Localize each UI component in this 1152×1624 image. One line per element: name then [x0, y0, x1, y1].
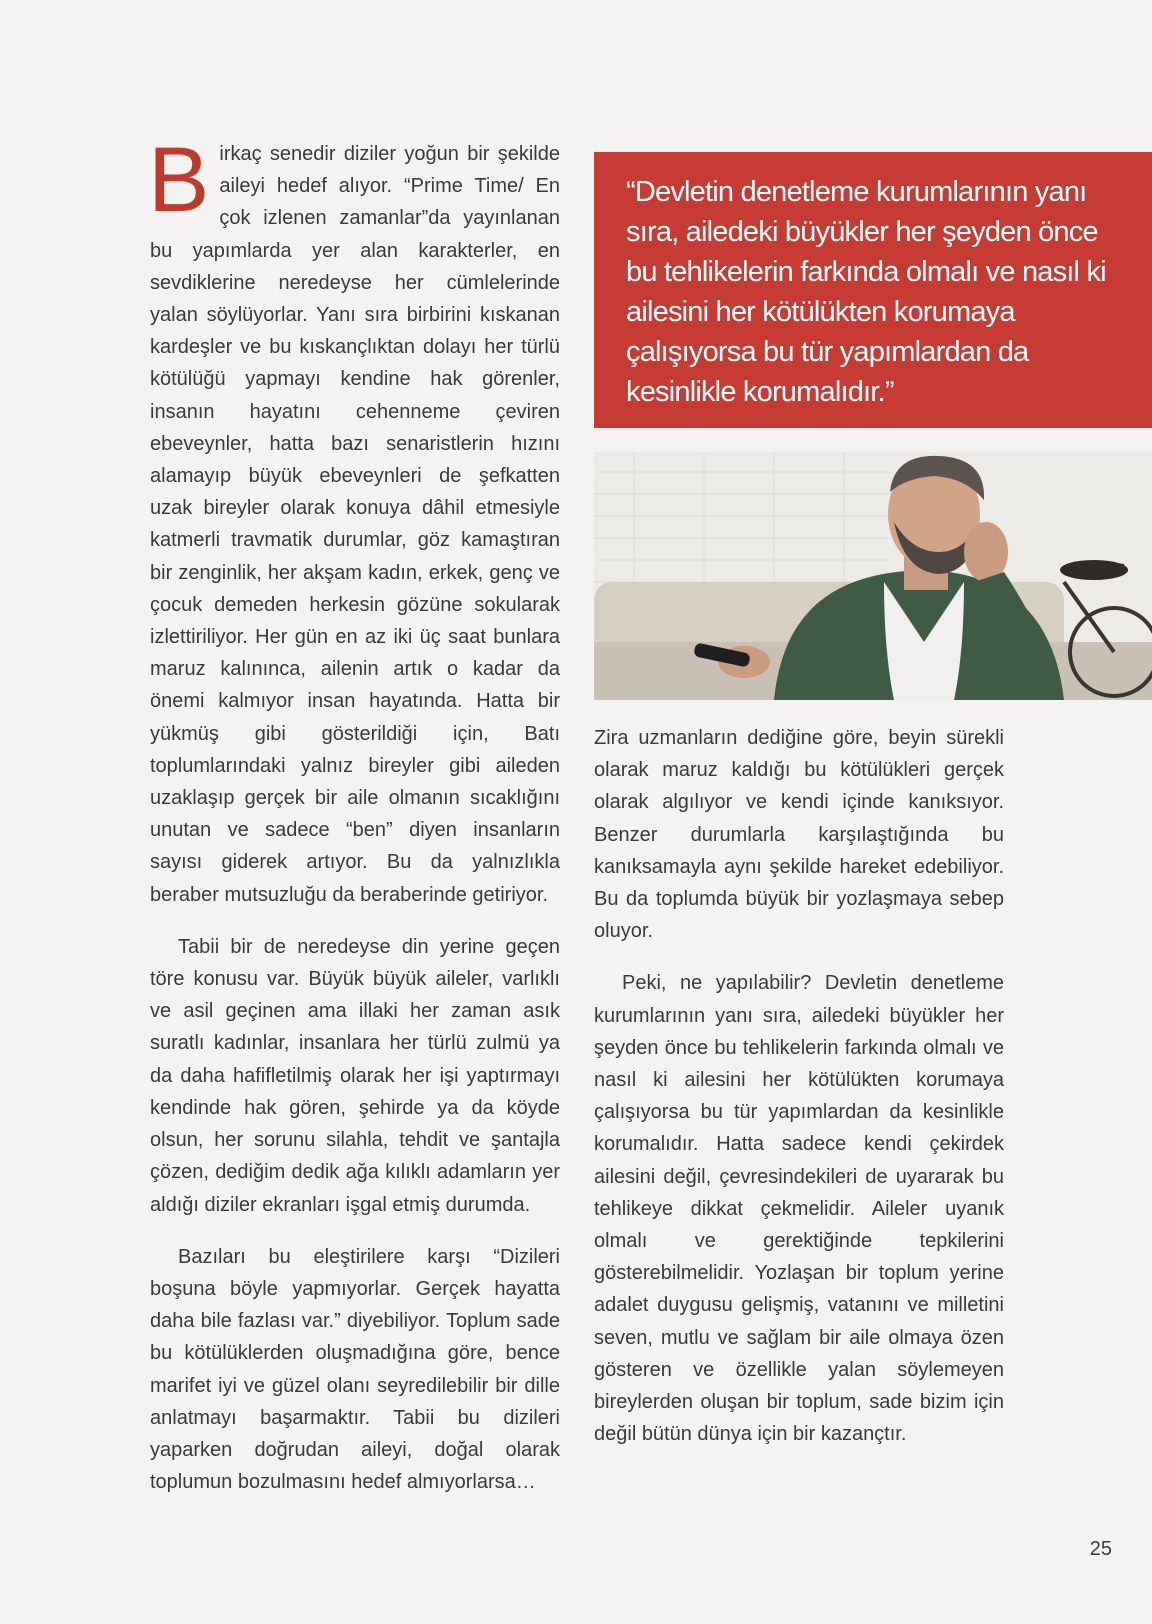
article-paragraph-1 — [148, 129, 560, 911]
article-left-column — [148, 129, 560, 1518]
pull-quote-box — [594, 152, 1152, 428]
pull-quote-text: “Devletin denetleme kurumlarının yanı sıra, ailedeki büyükler her şeyden önce bu tehlikelerin farkında olmalı ve nasıl ki ailesini her kötülükten korumaya çalışıyorsa bu tür yapımlardan da kesinlikle korumalıdır.” — [626, 176, 1106, 408]
article-paragraph-2: Tabii bir de neredeyse din yerine geçen töre konusu var. Büyük büyük aileler, varlıklı ve asil geçinen ama illaki her zaman asık suratlı kadınlar, insanlara her türlü zulmü ya da daha hafifletilmiş olarak her işi yaptırmayı kendinde hak gören, şehirde ya da köyde olsun, her sorunu silahla, tehdit ve şantajla çözen, dediğim dedik ağa kılıklı adamların yer aldığı diziler ekranları işgal etmiş durumda. — [150, 935, 560, 1216]
article-paragraph-5: Peki, ne yapılabilir? Devletin denetleme kurumlarının yanı sıra, ailedeki büyükler her şeyden önce bu tehlikelerin farkında olmalı ve nasıl ki ailesini her kötülükten korumaya çalışıyorsa bu tür yapımlardan da kesinlikle korumalıdır. Hatta sadece kendi çekirdek ailesini değil, çevresindekileri de uyararak bu tehlikeye dikkat çekmelidir. Aileler uyanık olmalı ve gerektiğinde tepkilerini gösterebilmelidir. Yozlaşan bir toplum yerine adalet duygusu gelişmiş, vatanını ve milletini seven, mutlu ve sağlam bir aile olmaya özen gösteren ve özellikle yalan söylemeyen bireylerden oluşan bir toplum, sade bizim için değil bütün dünya için bir kazançtır. — [594, 972, 1004, 1446]
drop-cap: B — [148, 129, 210, 231]
article-paragraph-3: Bazıları bu eleştirilere karşı “Dizileri boşuna böyle yapmıyorlar. Gerçek hayatta daha bile fazlası var.” diyebiliyor. Toplum sade bu kötülüklerden oluşmadığına göre, bence marifet iyi ve güzel olanı seyredilebilir bir dille anlatmayı başarmaktır. Tabii bu dizileri yaparken doğrudan aileyi, doğal olarak toplumun bozulmasını hedef almıyorlarsa… — [150, 1245, 560, 1494]
article-right-column — [594, 722, 1004, 1470]
article-paragraph-4: Zira uzmanların dediğine göre, beyin sürekli olarak maruz kaldığı bu kötülükleri gerçek olarak algılıyor ve kendi içinde kanıksıyor. Benzer durumlarla karşılaştığında bu kanıksamayla aynı şekilde hareket edebiliyor. Bu da toplumda büyük bir yozlaşmaya sebep oluyor. — [594, 727, 1004, 943]
page-number: 25 — [1089, 1538, 1112, 1560]
photo-illustration — [594, 452, 1152, 700]
paragraph-1-text: irkaç senedir diziler yoğun bir şekilde aileyi hedef alıyor. “Prime Time/ En çok izlenen zamanlar”da yayınlanan bu yapımlarda yer alan karakterler, en sevdiklerine neredeyse her cümlelerinde yalan söylüyorlar. Yanı sıra birbirini kıskanan kardeşler ve bu kıskançlıktan dolayı her türlü kötülüğü yapmayı kendine hak görenler, insanın hayatını cehenneme çeviren ebeveynler, hatta bazı senaristlerin hızını alamayıp büyük ebeveynleri de şefkatten uzak bireyler olarak konuya dâhil etmesiyle katmerli travmatik durumlar, göz kamaştıran bir zenginlik, her akşam kadın, erkek, genç ve çocuk demeden herkesin gözüne sokularak izlettiriliyor. Her gün en az iki üç saat bunlara maruz kalınınca, ailenin artık o kadar da önemi kalmıyor insan hayatında. Hatta bir yükmüş gibi gösterildiği için, Batı toplumlarındaki yalnız bireyler gibi aileden uzaklaşıp gerçek bir aile olmanın sıcaklığını unutan ve sadece “ben” diyen insanların sayısı giderek artıyor. Bu da yalnızlıkla beraber mutsuzluğu da beraberinde getiriyor. — [150, 143, 560, 906]
man-on-couch-photo — [594, 452, 1152, 700]
